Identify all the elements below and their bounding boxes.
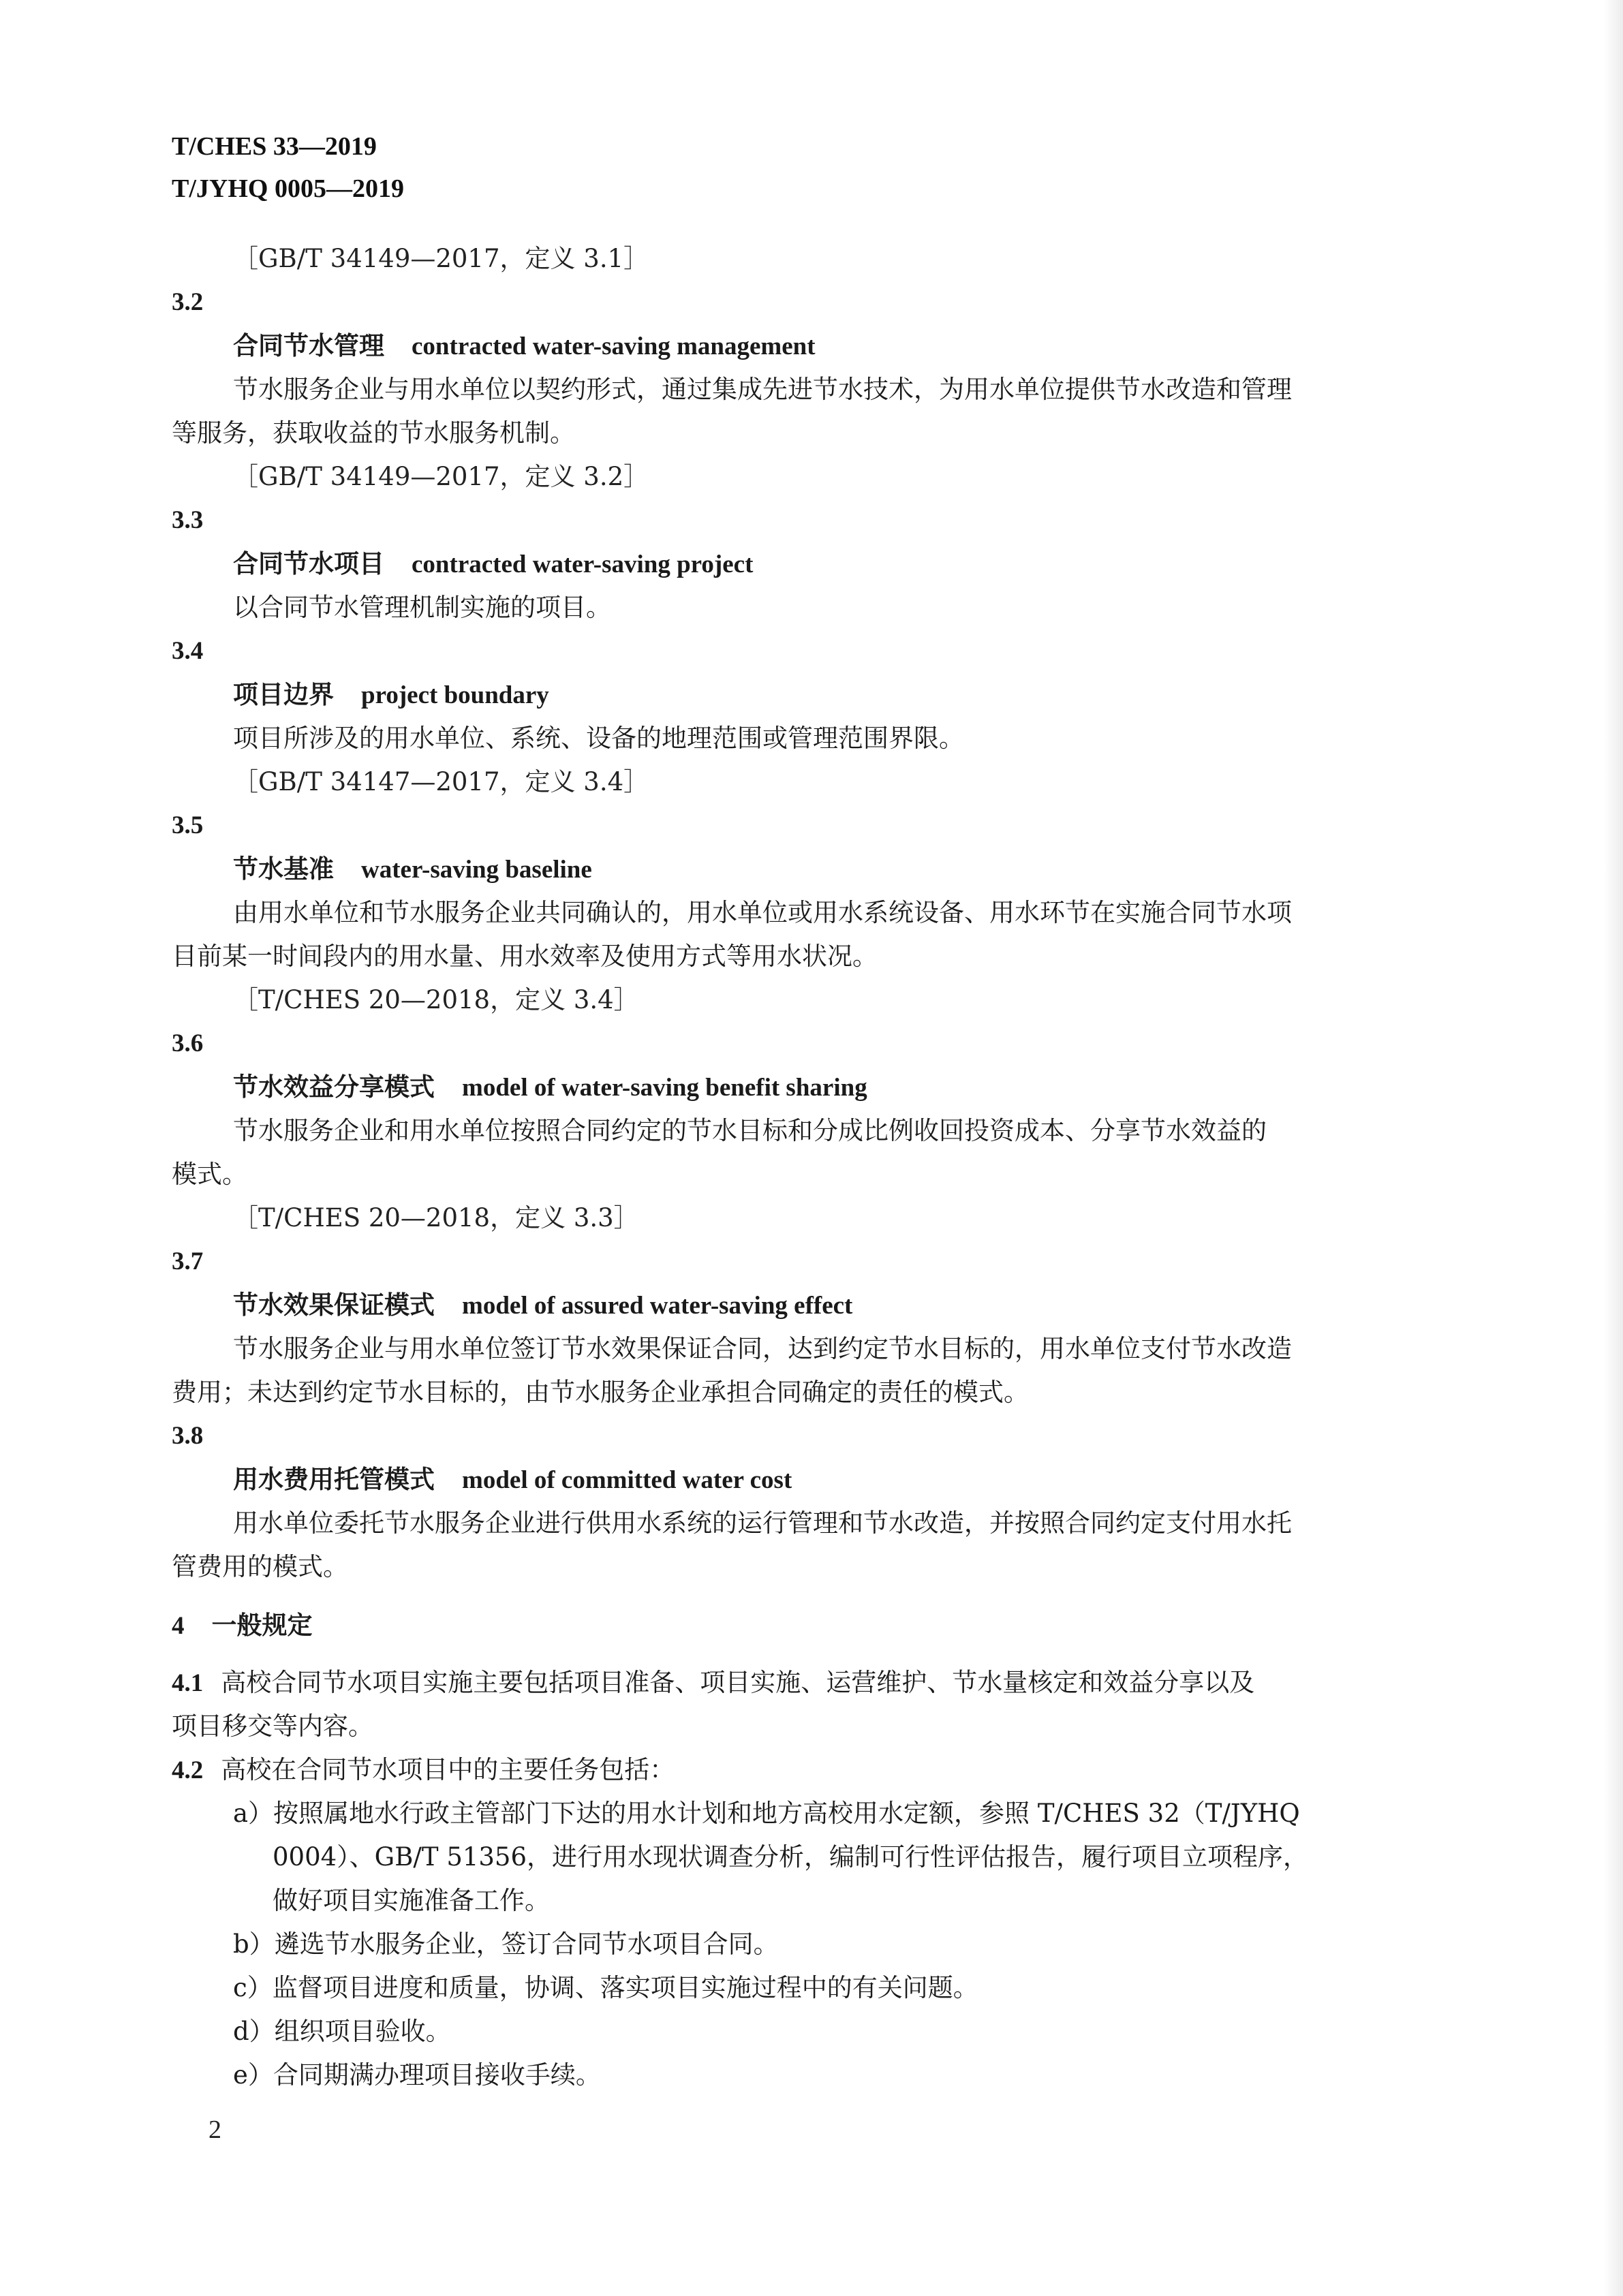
def-3-4-number: 3.4 — [172, 637, 204, 665]
def-3-1-source: ［GB/T 34149—2017，定义 3.1］ — [233, 244, 649, 273]
def-3-2-number: 3.2 — [172, 288, 204, 316]
def-3-7-text-line2: 费用；未达到约定节水目标的，由节水服务企业承担合同确定的责任的模式。 — [172, 1378, 1029, 1407]
list-item-c: c）监督项目进度和质量，协调、落实项目实施过程中的有关问题。 — [233, 1973, 978, 2002]
def-3-4-source: ［GB/T 34147—2017，定义 3.4］ — [233, 767, 649, 796]
def-3-2-text-line1: 节水服务企业与用水单位以契约形式，通过集成先进节水技术，为用水单位提供节水改造和管理 — [233, 375, 1292, 404]
def-3-8-number: 3.8 — [172, 1422, 204, 1450]
list-item-a-line3: 做好项目实施准备工作。 — [273, 1886, 550, 1915]
def-3-5-source: ［T/CHES 20—2018，定义 3.4］ — [233, 985, 639, 1014]
clause-4-1-line1 — [172, 1661, 1439, 1705]
def-3-4-text-line1: 项目所涉及的用水单位、系统、设备的地理范围或管理范围界限。 — [233, 724, 964, 753]
list-item-b: b）遴选节水服务企业，签订合同节水项目合同。 — [233, 1929, 779, 1959]
document-body — [172, 237, 1439, 2097]
def-3-6-source: ［T/CHES 20—2018，定义 3.3］ — [233, 1203, 639, 1232]
def-3-2-term — [172, 324, 1439, 368]
def-3-5-text-line1: 由用水单位和节水服务企业共同确认的，用水单位或用水系统设备、用水环节在实施合同节水项 — [233, 898, 1292, 927]
def-3-6-number: 3.6 — [172, 1029, 204, 1057]
term-en: water-saving baseline — [361, 856, 592, 884]
standard-header — [172, 125, 404, 210]
clause-number: 4.1 — [172, 1669, 204, 1697]
clause-text: 高校在合同节水项目中的主要任务包括： — [221, 1755, 675, 1784]
list-item-a-line1: a）按照属地水行政主管部门下达的用水计划和地方高校用水定额，参照 T/CHES 32（T/JYHQ — [233, 1799, 1300, 1828]
term-en: model of water-saving benefit sharing — [462, 1074, 867, 1102]
def-3-3-term — [172, 542, 1439, 586]
def-3-7-number: 3.7 — [172, 1247, 204, 1275]
def-3-8-term — [172, 1458, 1439, 1502]
list-item-e: e）合同期满办理项目接收手续。 — [233, 2060, 601, 2090]
clause-text: 高校合同节水项目实施主要包括项目准备、项目实施、运营维护、节水量核定和效益分享以及 — [221, 1668, 1255, 1697]
def-3-8-text-line1: 用水单位委托节水服务企业进行供用水系统的运行管理和节水改造，并按照合同约定支付用水托 — [233, 1508, 1292, 1538]
def-3-2-source: ［GB/T 34149—2017，定义 3.2］ — [233, 462, 649, 491]
def-3-6-text-line2: 模式。 — [172, 1160, 247, 1189]
def-3-6-text-line1: 节水服务企业和用水单位按照合同约定的节水目标和分成比例收回投资成本、分享节水效益的 — [233, 1116, 1267, 1145]
term-zh: 节水基准 — [233, 854, 334, 884]
clause-4-2-line1 — [172, 1748, 1439, 1792]
section-number: 4 — [172, 1612, 185, 1640]
def-3-5-term — [172, 848, 1439, 891]
clause-4-1-line2: 项目移交等内容。 — [172, 1711, 373, 1741]
def-3-7-term — [172, 1284, 1439, 1327]
def-3-3-number: 3.3 — [172, 506, 204, 534]
def-3-5-text-line2: 目前某一时间段内的用水量、用水效率及使用方式等用水状况。 — [172, 942, 878, 971]
term-zh: 合同节水管理 — [233, 331, 384, 360]
def-3-7-text-line1: 节水服务企业与用水单位签订节水效果保证合同，达到约定节水目标的，用水单位支付节水改造 — [233, 1334, 1292, 1363]
term-zh: 用水费用托管模式 — [233, 1465, 435, 1494]
def-3-2-text-line2: 等服务，获取收益的节水服务机制。 — [172, 418, 575, 448]
term-zh: 项目边界 — [233, 680, 334, 709]
section-4-heading — [172, 1604, 1439, 1647]
def-3-6-term — [172, 1066, 1439, 1109]
term-en: contracted water-saving management — [412, 332, 816, 360]
term-en: contracted water-saving project — [412, 550, 754, 578]
term-en: project boundary — [361, 681, 549, 709]
term-zh: 合同节水项目 — [233, 549, 384, 578]
term-en: model of committed water cost — [462, 1466, 792, 1494]
standard-code-ches: T/CHES 33—2019 — [172, 132, 377, 161]
scan-edge-shadow — [1604, 0, 1623, 2296]
def-3-4-term — [172, 673, 1439, 717]
term-zh: 节水效果保证模式 — [233, 1290, 435, 1320]
list-item-d: d）组织项目验收。 — [233, 2017, 451, 2046]
section-title: 一般规定 — [211, 1611, 313, 1640]
clause-number: 4.2 — [172, 1756, 204, 1784]
term-zh: 节水效益分享模式 — [233, 1072, 435, 1102]
standard-code-jyhq: T/JYHQ 0005—2019 — [172, 174, 404, 203]
list-item-a-line2: 0004）、GB/T 51356，进行用水现状调查分析，编制可行性评估报告，履行项目立项程序， — [273, 1842, 1309, 1872]
term-en: model of assured water-saving effect — [462, 1292, 853, 1320]
def-3-8-text-line2: 管费用的模式。 — [172, 1552, 348, 1581]
def-3-5-number: 3.5 — [172, 811, 204, 839]
page-number: 2 — [208, 2115, 221, 2144]
def-3-3-text-line1: 以合同节水管理机制实施的项目。 — [233, 593, 611, 622]
